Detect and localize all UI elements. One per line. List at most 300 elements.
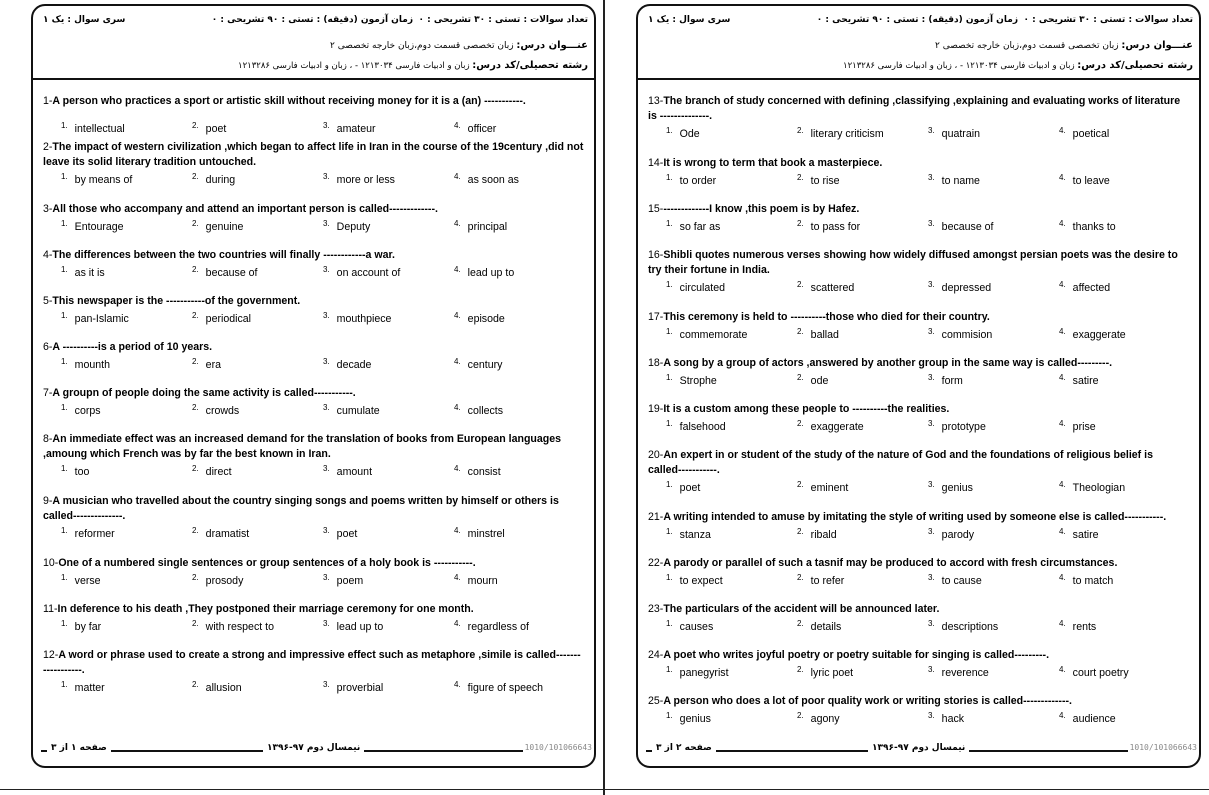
option-label: ode <box>810 375 829 387</box>
option-label: stanza <box>679 529 711 541</box>
exam-header <box>638 6 1199 80</box>
question-number: 22- <box>648 557 664 569</box>
answer-option <box>1059 619 1096 633</box>
answer-option <box>666 373 717 387</box>
option-label: era <box>205 359 221 371</box>
answer-option <box>323 265 400 279</box>
option-label: panegyrist <box>679 667 729 679</box>
option-label: collects <box>467 405 503 417</box>
answer-option <box>666 527 711 541</box>
question-item <box>43 94 584 135</box>
option-label: genuine <box>205 221 244 233</box>
option-number: 1. <box>666 126 673 135</box>
option-number: 2. <box>797 527 804 536</box>
option-number: 1. <box>61 311 68 320</box>
option-label: so far as <box>679 221 721 233</box>
question-stem: The impact of western civilization ,which began to affect life in Iran in the course of the 19century ,did not leave its solid literary tradition untouched. <box>43 141 584 168</box>
option-label: hack <box>941 713 965 725</box>
option-label: to leave <box>1072 175 1110 187</box>
question-text <box>43 140 584 170</box>
option-label: verse <box>74 575 101 587</box>
answer-option <box>797 173 840 187</box>
answer-option <box>454 265 514 279</box>
question-stem: One of a numbered single sentences or group sentences of a holy book is -----------. <box>58 557 476 569</box>
question-item <box>648 310 1189 341</box>
question-text <box>43 432 584 462</box>
question-series: سری سوال : یک ۱ <box>648 15 731 25</box>
question-number: 23- <box>648 603 664 615</box>
question-number: 10- <box>43 557 59 569</box>
option-number: 2. <box>192 619 199 628</box>
question-number: 17- <box>648 311 664 323</box>
answer-options <box>43 403 584 417</box>
option-number: 2. <box>797 280 804 289</box>
answer-option <box>928 480 973 494</box>
page-divider <box>603 0 605 795</box>
answer-option <box>192 619 274 633</box>
question-item <box>43 294 584 325</box>
question-stem: All those who accompany and attend an important person is called-------------. <box>52 203 438 215</box>
option-label: Entourage <box>74 221 124 233</box>
answer-option <box>192 357 221 371</box>
option-number: 1. <box>61 121 68 130</box>
answer-option <box>928 219 994 233</box>
answer-options <box>43 121 584 135</box>
course-title-row <box>330 40 588 51</box>
question-text <box>648 248 1189 278</box>
question-stem: A groupn of people doing the same activity is called-----------. <box>52 387 356 399</box>
answer-option <box>797 711 840 725</box>
question-item <box>648 648 1189 679</box>
option-label: consist <box>467 466 501 478</box>
option-label: poet <box>336 528 358 540</box>
option-number: 3. <box>928 619 935 628</box>
option-label: as it is <box>74 267 105 279</box>
option-number: 4. <box>1059 327 1066 336</box>
question-count: تعداد سوالات : تستی : ۳۰ تشریحی : ۰ <box>1023 15 1193 25</box>
answer-option <box>797 573 844 587</box>
answer-option <box>928 280 991 294</box>
question-text <box>43 94 584 109</box>
option-number: 2. <box>797 573 804 582</box>
answer-option <box>454 172 519 186</box>
question-stem: A person who does a lot of poor quality work or writing stories is called-------------. <box>663 695 1072 707</box>
answer-option <box>323 172 395 186</box>
option-number: 2. <box>192 573 199 582</box>
question-item <box>43 432 584 478</box>
question-item <box>648 448 1189 494</box>
option-label: genius <box>679 713 711 725</box>
question-stem: In deference to his death ,They postponed their marriage ceremony for one month. <box>57 603 474 615</box>
option-number: 2. <box>797 480 804 489</box>
question-number: 21- <box>648 511 664 523</box>
question-item <box>43 556 584 587</box>
question-stem: A song by a group of actors ,answered by another group in the same way is called---------. <box>663 357 1113 369</box>
answer-options <box>648 480 1189 494</box>
option-number: 3. <box>323 219 330 228</box>
field-code-value: زبان و ادبیات فارسی ۱۲۱۳۰۳۴ - ، زبان و ادبیات فارسی ۱۲۱۳۲۸۶ <box>843 61 1078 71</box>
question-series: سری سوال : یک ۱ <box>43 15 126 25</box>
answer-option <box>192 573 243 587</box>
answer-option <box>797 126 884 140</box>
option-number: 1. <box>61 265 68 274</box>
answer-option <box>192 680 242 694</box>
answer-option <box>454 619 529 633</box>
answer-option <box>666 173 716 187</box>
question-stem: A word or phrase used to create a strong and impressive effect such as metaphore ,simile is called------------------. <box>43 649 581 676</box>
question-text <box>43 248 584 263</box>
option-label: to order <box>679 175 717 187</box>
option-label: figure of speech <box>467 682 544 694</box>
option-label: to pass for <box>810 221 861 233</box>
answer-option <box>666 126 700 140</box>
answer-options <box>648 173 1189 187</box>
answer-option <box>666 219 720 233</box>
option-number: 1. <box>666 419 673 428</box>
option-label: to name <box>941 175 980 187</box>
option-label: because of <box>205 267 258 279</box>
answer-options <box>648 665 1189 679</box>
question-count: تعداد سوالات : تستی : ۳۰ تشریحی : ۰ <box>418 15 588 25</box>
option-label: more or less <box>336 174 395 186</box>
answer-options <box>43 265 584 279</box>
option-label: mourn <box>467 575 498 587</box>
option-number: 2. <box>192 526 199 535</box>
option-number: 1. <box>61 619 68 628</box>
option-number: 2. <box>192 403 199 412</box>
option-label: dramatist <box>205 528 250 540</box>
exam-page-2 <box>636 4 1201 768</box>
answer-options <box>43 357 584 371</box>
question-text <box>43 202 584 217</box>
option-label: allusion <box>205 682 242 694</box>
answer-option <box>192 464 232 478</box>
option-number: 4. <box>454 172 461 181</box>
option-label: intellectual <box>74 123 125 135</box>
option-number: 3. <box>928 573 935 582</box>
option-number: 4. <box>1059 573 1066 582</box>
question-stem: This ceremony is held to ----------those who died for their country. <box>663 311 990 323</box>
answer-options <box>43 464 584 478</box>
answer-options <box>648 280 1189 294</box>
option-number: 4. <box>1059 711 1066 720</box>
option-label: Ode <box>679 128 700 140</box>
answer-option <box>61 573 101 587</box>
option-number: 4. <box>454 680 461 689</box>
option-label: ribald <box>810 529 837 541</box>
option-label: descriptions <box>941 621 999 633</box>
question-number: 9- <box>43 495 53 507</box>
answer-option <box>61 265 105 279</box>
option-number: 1. <box>61 573 68 582</box>
option-number: 4. <box>1059 419 1066 428</box>
question-item <box>648 94 1189 140</box>
option-number: 2. <box>192 311 199 320</box>
option-number: 3. <box>323 172 330 181</box>
question-item <box>43 140 584 186</box>
question-item <box>43 648 584 694</box>
option-number: 2. <box>797 219 804 228</box>
answer-options <box>648 373 1189 387</box>
question-number: 12- <box>43 649 59 661</box>
option-number: 1. <box>61 172 68 181</box>
option-number: 2. <box>192 121 199 130</box>
question-text <box>648 510 1189 525</box>
option-number: 1. <box>666 219 673 228</box>
option-number: 4. <box>454 219 461 228</box>
option-label: to cause <box>941 575 982 587</box>
question-text <box>648 156 1189 171</box>
option-label: prosody <box>205 575 244 587</box>
answer-option <box>1059 373 1099 387</box>
option-label: circulated <box>679 282 726 294</box>
option-label: commision <box>941 329 993 341</box>
option-number: 2. <box>192 357 199 366</box>
option-label: corps <box>74 405 101 417</box>
question-item <box>648 402 1189 433</box>
option-label: reverence <box>941 667 989 679</box>
question-number: 24- <box>648 649 664 661</box>
exam-code: 1010/101066643 <box>524 743 592 752</box>
option-label: on account of <box>336 267 401 279</box>
option-number: 1. <box>666 280 673 289</box>
answer-option <box>797 480 848 494</box>
option-number: 3. <box>323 464 330 473</box>
question-item <box>648 156 1189 187</box>
option-label: form <box>941 375 963 387</box>
option-number: 2. <box>192 172 199 181</box>
answer-option <box>666 480 700 494</box>
bottom-rule <box>0 789 1209 790</box>
option-number: 1. <box>61 680 68 689</box>
option-number: 3. <box>323 311 330 320</box>
answer-option <box>454 357 502 371</box>
answer-option <box>1059 665 1129 679</box>
exam-term: نیمسال دوم ۹۷-۱۳۹۶ <box>263 743 364 753</box>
answer-option <box>1059 711 1116 725</box>
question-text <box>648 556 1189 571</box>
option-label: mouthpiece <box>336 313 392 325</box>
option-label: periodical <box>205 313 252 325</box>
option-number: 4. <box>1059 373 1066 382</box>
answer-option <box>666 280 725 294</box>
option-number: 4. <box>1059 480 1066 489</box>
question-item <box>43 494 584 540</box>
question-text <box>43 340 584 355</box>
answer-option <box>192 526 249 540</box>
answer-option <box>666 419 726 433</box>
question-text <box>648 694 1189 709</box>
answer-option <box>1059 527 1099 541</box>
question-item <box>43 340 584 371</box>
option-number: 1. <box>61 464 68 473</box>
option-number: 2. <box>797 419 804 428</box>
answer-option <box>797 373 828 387</box>
answer-option <box>61 219 124 233</box>
question-stem: A poet who writes joyful poetry or poetry suitable for singing is called---------. <box>663 649 1050 661</box>
option-label: principal <box>467 221 508 233</box>
option-number: 1. <box>666 573 673 582</box>
option-number: 3. <box>323 526 330 535</box>
answer-option <box>61 680 105 694</box>
option-label: direct <box>205 466 232 478</box>
answer-options <box>648 711 1189 725</box>
answer-option <box>192 172 235 186</box>
question-text <box>43 556 584 571</box>
option-label: crowds <box>205 405 240 417</box>
answer-option <box>323 403 380 417</box>
option-number: 1. <box>666 480 673 489</box>
option-label: decade <box>336 359 372 371</box>
option-number: 3. <box>928 419 935 428</box>
answer-options <box>43 680 584 694</box>
option-label: lyric poet <box>810 667 854 679</box>
answer-option <box>928 711 964 725</box>
question-stem: A ----------is a period of 10 years. <box>52 341 213 353</box>
question-number: 15- <box>648 203 664 215</box>
option-number: 1. <box>61 403 68 412</box>
answer-option <box>454 464 501 478</box>
question-item <box>43 202 584 233</box>
answer-option <box>797 665 853 679</box>
answer-option <box>192 403 239 417</box>
option-label: as soon as <box>467 174 519 186</box>
option-number: 4. <box>454 526 461 535</box>
field-code-value: زبان و ادبیات فارسی ۱۲۱۳۰۳۴ - ، زبان و ادبیات فارسی ۱۲۱۳۲۸۶ <box>238 61 473 71</box>
answer-option <box>1059 173 1110 187</box>
option-label: regardless of <box>467 621 529 633</box>
exam-header <box>33 6 594 80</box>
answer-option <box>1059 480 1125 494</box>
option-number: 3. <box>323 265 330 274</box>
page-number: صفحه ۱ از ۳ <box>47 743 111 753</box>
answer-option <box>323 573 363 587</box>
answer-option <box>61 357 110 371</box>
option-number: 3. <box>928 527 935 536</box>
question-text <box>648 202 1189 217</box>
answer-option <box>797 527 837 541</box>
answer-options <box>43 311 584 325</box>
answer-option <box>666 573 723 587</box>
option-number: 4. <box>454 464 461 473</box>
question-stem: The particulars of the accident will be announced later. <box>663 603 940 615</box>
option-number: 3. <box>323 680 330 689</box>
question-number: 19- <box>648 403 664 415</box>
option-number: 3. <box>928 327 935 336</box>
option-label: poetical <box>1072 128 1110 140</box>
option-number: 2. <box>797 711 804 720</box>
option-label: century <box>467 359 503 371</box>
option-label: cumulate <box>336 405 380 417</box>
option-number: 3. <box>323 573 330 582</box>
option-number: 3. <box>323 357 330 366</box>
option-number: 3. <box>928 126 935 135</box>
option-label: Strophe <box>679 375 717 387</box>
answer-option <box>454 219 507 233</box>
answer-option <box>192 311 251 325</box>
option-number: 3. <box>928 280 935 289</box>
answer-option <box>192 121 226 135</box>
answer-options <box>648 219 1189 233</box>
question-number: 8- <box>43 433 53 445</box>
question-text <box>43 294 584 309</box>
option-number: 2. <box>192 464 199 473</box>
option-number: 1. <box>61 526 68 535</box>
option-number: 1. <box>666 665 673 674</box>
course-title-value: زبان تخصصی قسمت دوم،زبان خارجه تخصصی ۲ <box>330 41 517 51</box>
question-item <box>648 248 1189 294</box>
option-label: during <box>205 174 236 186</box>
option-number: 4. <box>1059 527 1066 536</box>
exam-time: زمان آزمون (دقیقه) : تستی : ۹۰ تشریحی : ۰ <box>816 15 1018 25</box>
option-number: 3. <box>323 619 330 628</box>
exam-page-1 <box>31 4 596 768</box>
answer-option <box>61 619 101 633</box>
question-number: 1- <box>43 95 53 107</box>
option-label: affected <box>1072 282 1111 294</box>
answer-option <box>323 680 383 694</box>
option-label: genius <box>941 482 973 494</box>
question-stem: A parody or parallel of such a tasnif may be produced to accord with fresh circumstances. <box>663 557 1118 569</box>
answer-options <box>43 526 584 540</box>
header-info-row <box>43 15 588 29</box>
option-number: 4. <box>1059 173 1066 182</box>
option-number: 1. <box>666 373 673 382</box>
option-label: prise <box>1072 421 1096 433</box>
option-label: proverbial <box>336 682 384 694</box>
question-text <box>648 448 1189 478</box>
option-label: causes <box>679 621 714 633</box>
question-number: 18- <box>648 357 664 369</box>
option-number: 2. <box>797 665 804 674</box>
answer-option <box>454 311 505 325</box>
option-number: 4. <box>454 403 461 412</box>
question-item <box>648 510 1189 541</box>
option-number: 4. <box>454 357 461 366</box>
question-text <box>43 648 584 678</box>
option-label: amateur <box>336 123 376 135</box>
field-code-row <box>843 60 1193 71</box>
option-label: poet <box>679 482 701 494</box>
question-text <box>648 310 1189 325</box>
option-label: commemorate <box>679 329 748 341</box>
answer-option <box>454 121 496 135</box>
option-label: satire <box>1072 529 1099 541</box>
question-stem: It is a custom among these people to ----------the realities. <box>663 403 950 415</box>
option-number: 3. <box>928 173 935 182</box>
option-number: 4. <box>1059 280 1066 289</box>
option-label: pan-Islamic <box>74 313 129 325</box>
option-label: agony <box>810 713 840 725</box>
option-number: 3. <box>928 711 935 720</box>
question-number: 5- <box>43 295 53 307</box>
course-title-value: زبان تخصصی قسمت دوم،زبان خارجه تخصصی ۲ <box>935 41 1122 51</box>
answer-option <box>928 573 982 587</box>
question-stem: The differences between the two countries will finally ------------a war. <box>52 249 395 261</box>
option-number: 4. <box>454 311 461 320</box>
field-code-label: رشته تحصیلی/کد درس: <box>472 60 588 71</box>
answer-option <box>323 311 391 325</box>
question-text <box>648 648 1189 663</box>
option-number: 2. <box>797 619 804 628</box>
option-label: parody <box>941 529 975 541</box>
option-number: 1. <box>61 219 68 228</box>
question-number: 3- <box>43 203 53 215</box>
exam-code: 1010/101066643 <box>1129 743 1197 752</box>
option-label: prototype <box>941 421 986 433</box>
answer-option <box>928 327 992 341</box>
question-stem: It is wrong to term that book a masterpiece. <box>663 157 883 169</box>
